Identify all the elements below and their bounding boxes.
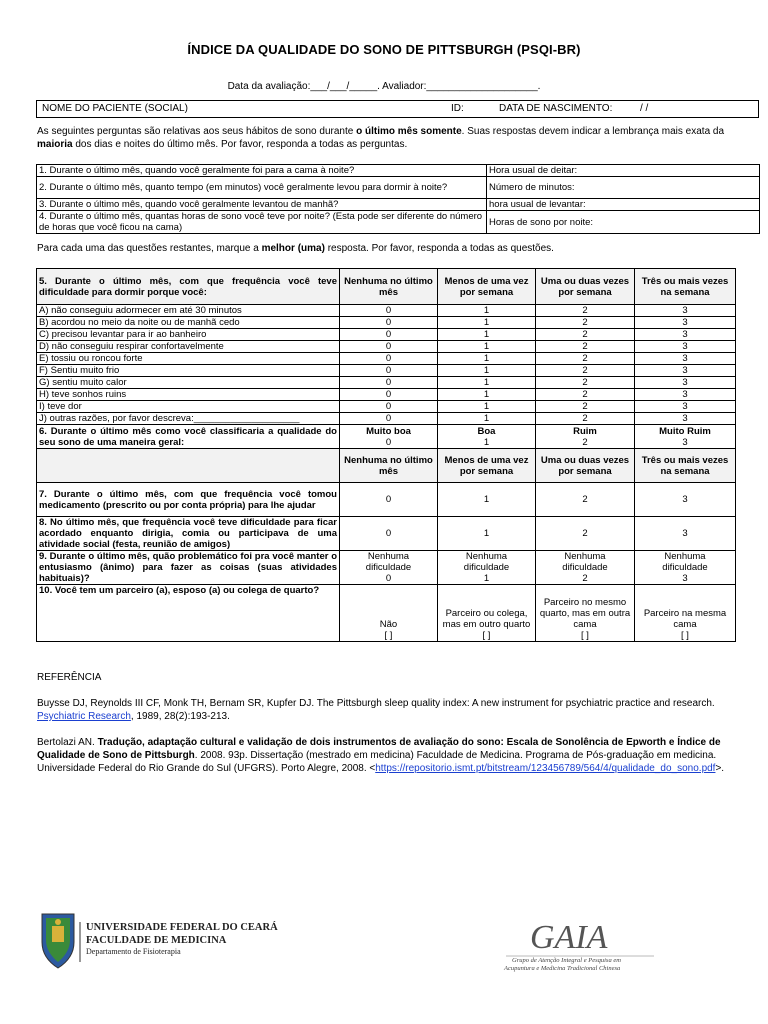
ufc-line-3: Departamento de Fisioterapia <box>86 947 181 956</box>
journal-link[interactable]: Psychiatric Research <box>37 711 131 722</box>
reference-2: Bertolazi AN. Tradução, adaptação cultural e validação de dois instrumentos de avaliação do sono: Escala de Sonolência de Epworth e Índice de Qualidade de Sono de Pittsburgh. 2008. 93p. Dissertação (mestrado em medicina) Faculdade de Medicina. Programa de Pós-graduação em medicina. Universidade Federal do Rio Grande do Sul (UFGRS). Porto Alegre, 2008. <https://repositorio.ismt.pt/bitstream/123456789/564/4/qualidade_do_sono.pdf>. <box>37 737 725 774</box>
q5-row <box>37 341 736 353</box>
q5-option[interactable]: 0 <box>340 389 438 401</box>
q5-option[interactable]: 2 <box>536 389 635 401</box>
freq-header: Nenhuma no último mês <box>340 449 438 483</box>
q8-question: 8. No último mês, que frequência você teve dificuldade para ficar acordado enquanto dirigia, comia ou participava de uma atividade social (festa, reunião de amigos) <box>37 517 340 551</box>
q10-option[interactable]: Não [ ] <box>340 585 438 642</box>
q5-option[interactable]: 1 <box>438 353 536 365</box>
ufc-line-1: UNIVERSIDADE FEDERAL DO CEARÁ <box>86 922 278 933</box>
basic-questions-table <box>36 164 760 234</box>
q9-option[interactable]: Nenhuma dificuldade 2 <box>536 551 635 585</box>
checkbox[interactable]: [ ] <box>384 630 393 641</box>
q5-option[interactable]: 1 <box>438 413 536 425</box>
q5-item-label: H) teve sonhos ruins <box>37 389 340 401</box>
q5-option[interactable]: 1 <box>438 377 536 389</box>
q5-header: Três ou mais vezes na semana <box>635 269 736 305</box>
q5-row <box>37 305 736 317</box>
q5-option[interactable]: 0 <box>340 365 438 377</box>
freq-header: Menos de uma vez por semana <box>438 449 536 483</box>
gaia-line-2: Acupuntura e Medicina Tradicional Chinesa <box>504 965 621 972</box>
gaia-logo <box>500 912 660 972</box>
q9-question: 9. Durante o último mês, quão problemático foi pra você manter o entusiasmo (ânimo) para fazer as coisas (suas atividades habituais)? <box>37 551 340 585</box>
q10-option[interactable]: Parceiro ou colega, mas em outro quarto [ ] <box>438 585 536 642</box>
q5-item-label: A) não conseguiu adormecer em até 30 minutos <box>37 305 340 317</box>
q5-option[interactable]: 0 <box>340 401 438 413</box>
q5-option[interactable]: 0 <box>340 353 438 365</box>
q5-header: Nenhuma no último mês <box>340 269 438 305</box>
q5-option[interactable]: 1 <box>438 365 536 377</box>
gaia-wordmark: GAIA <box>530 919 608 956</box>
q5-row <box>37 377 736 389</box>
q3-text: 3. Durante o último mês, quando você geralmente levantou de manhã? <box>37 199 487 211</box>
q6-option[interactable]: Ruim 2 <box>536 425 635 449</box>
patient-id-label: ID: <box>451 103 464 114</box>
q5-option[interactable]: 2 <box>536 413 635 425</box>
q5-option[interactable]: 2 <box>536 329 635 341</box>
frequency-questions-table <box>36 268 736 642</box>
q7-option[interactable]: 3 <box>635 483 736 517</box>
checkbox[interactable]: [ ] <box>482 630 491 641</box>
q7-option[interactable]: 0 <box>340 483 438 517</box>
q5-option[interactable]: 1 <box>438 401 536 413</box>
gaia-line-1: Grupo de Atenção Integral e Pesquisa em <box>512 957 621 964</box>
q5-item-label: G) sentiu muito calor <box>37 377 340 389</box>
freq-header: Três ou mais vezes na semana <box>635 449 736 483</box>
q1-text: 1. Durante o último mês, quando você geralmente foi para a cama à noite? <box>37 165 487 177</box>
q5-option[interactable]: 1 <box>438 341 536 353</box>
q5-option[interactable]: 0 <box>340 341 438 353</box>
q5-item-label: E) tossiu ou roncou forte <box>37 353 340 365</box>
q10-question: 10. Você tem um parceiro (a), esposo (a) ou colega de quarto? <box>37 585 340 642</box>
q9-option[interactable]: Nenhuma dificuldade 0 <box>340 551 438 585</box>
dob-label: DATA DE NASCIMENTO: <box>499 103 613 114</box>
repository-link[interactable]: https://repositorio.ismt.pt/bitstream/123456789/564/4/qualidade_do_sono.pdf <box>375 763 716 774</box>
q5-row <box>37 365 736 377</box>
q10-option[interactable]: Parceiro na mesma cama [ ] <box>635 585 736 642</box>
ufc-logo <box>38 912 278 972</box>
checkbox[interactable]: [ ] <box>681 630 689 641</box>
q5-row <box>37 329 736 341</box>
q5-item-label: F) Sentiu muito frio <box>37 365 340 377</box>
q5-item-label: D) não conseguiu respirar confortavelmente <box>37 341 340 353</box>
q5-option[interactable]: 1 <box>438 317 536 329</box>
q3-answer-field[interactable]: hora usual de levantar: <box>487 199 760 211</box>
q5-option[interactable]: 1 <box>438 305 536 317</box>
q5-option[interactable]: 3 <box>635 341 736 353</box>
q6-option[interactable]: Muito Ruim 3 <box>635 425 736 449</box>
references-heading: REFERÊNCIA <box>37 672 102 683</box>
checkbox[interactable]: [ ] <box>581 630 589 641</box>
q5-item-label: I) teve dor <box>37 401 340 413</box>
q5-item-label: J) outras razões, por favor descreva:____________________ <box>37 413 340 425</box>
q5-row <box>37 401 736 413</box>
q6-option[interactable]: Muito boa 0 <box>340 425 438 449</box>
q5-option[interactable]: 3 <box>635 413 736 425</box>
gaia-logo-icon <box>500 912 660 972</box>
q5-option[interactable]: 0 <box>340 305 438 317</box>
q5-option[interactable]: 2 <box>536 401 635 413</box>
q9-option[interactable]: Nenhuma dificuldade 3 <box>635 551 736 585</box>
q5-row <box>37 353 736 365</box>
q5-option[interactable]: 2 <box>536 317 635 329</box>
q8-option[interactable]: 0 <box>340 517 438 551</box>
q7-option[interactable]: 1 <box>438 483 536 517</box>
q5-option[interactable]: 3 <box>635 317 736 329</box>
q5-option[interactable]: 3 <box>635 401 736 413</box>
header-spacer <box>37 449 340 483</box>
q4-text: 4. Durante o último mês, quantas horas de sono você teve por noite? (Esta pode ser diferente do número de horas que você ficou na cama) <box>37 211 487 234</box>
q4-answer-field[interactable]: Horas de sono por noite: <box>487 211 760 234</box>
evaluation-line: Data da avaliação:___/___/_____. Avaliador:____________________. <box>227 81 541 92</box>
q7-question: 7. Durante o último mês, com que frequência você tomou medicamento (prescrito ou por conta própria) para lhe ajudar <box>37 483 340 517</box>
q5-row <box>37 389 736 401</box>
reference-1: Buysse DJ, Reynolds III CF, Monk TH, Bernam SR, Kupfer DJ. The Pittsburgh sleep quality index: A new instrument for psychiatric practice and research. Psychiatric Research, 1989, 28(2):193-213. <box>37 698 715 722</box>
q5-option[interactable]: 0 <box>340 329 438 341</box>
q5-row <box>37 413 736 425</box>
q5-header: Menos de uma vez por semana <box>438 269 536 305</box>
dob-slashes: / / <box>640 103 649 114</box>
q5-item-label: B) acordou no meio da noite ou de manhã cedo <box>37 317 340 329</box>
q9-option[interactable]: Nenhuma dificuldade 1 <box>438 551 536 585</box>
q5-option[interactable]: 0 <box>340 413 438 425</box>
patient-name-label: NOME DO PACIENTE (SOCIAL) <box>42 103 188 114</box>
q2-answer-field[interactable]: Número de minutos: <box>487 177 760 199</box>
q7-option[interactable]: 2 <box>536 483 635 517</box>
form-title: ÍNDICE DA QUALIDADE DO SONO DE PITTSBURGH (PSQI-BR) <box>187 42 581 57</box>
q5-option[interactable]: 2 <box>536 305 635 317</box>
q5-option[interactable]: 2 <box>536 377 635 389</box>
q8-option[interactable]: 2 <box>536 517 635 551</box>
ufc-shield-icon <box>38 912 278 972</box>
q6-option[interactable]: Boa 1 <box>438 425 536 449</box>
q8-option[interactable]: 3 <box>635 517 736 551</box>
q5-option[interactable]: 2 <box>536 341 635 353</box>
q5-option[interactable]: 3 <box>635 305 736 317</box>
q5-row <box>37 317 736 329</box>
patient-info-box <box>36 100 759 118</box>
q5-option[interactable]: 2 <box>536 365 635 377</box>
freq-header: Uma ou duas vezes por semana <box>536 449 635 483</box>
q1-answer-field[interactable]: Hora usual de deitar: <box>487 165 760 177</box>
q10-option[interactable]: Parceiro no mesmo quarto, mas em outra cama [ ] <box>536 585 635 642</box>
q5-question: 5. Durante o último mês, com que frequência você teve dificuldade para dormir porque você: <box>37 269 340 305</box>
q5-option[interactable]: 0 <box>340 377 438 389</box>
q2-text: 2. Durante o último mês, quanto tempo (em minutos) você geralmente levou para dormir à noite? <box>37 177 487 199</box>
q6-question: 6. Durante o último mês como você classificaria a qualidade do seu sono de uma maneira geral: <box>37 425 340 449</box>
intro-paragraph: As seguintes perguntas são relativas aos seus hábitos de sono durante o último mês somente. Suas respostas devem indicar a lembrança mais exata da maioria dos dias e noites do último mês. Por favor, responda a todas as perguntas. <box>37 126 725 150</box>
q5-header: Uma ou duas vezes por semana <box>536 269 635 305</box>
q8-option[interactable]: 1 <box>438 517 536 551</box>
q5-option[interactable]: 0 <box>340 317 438 329</box>
q5-option[interactable]: 3 <box>635 353 736 365</box>
instruction-line: Para cada uma das questões restantes, marque a melhor (uma) resposta. Por favor, responda a todas as questões. <box>37 243 554 254</box>
q5-option[interactable]: 1 <box>438 389 536 401</box>
q5-option[interactable]: 2 <box>536 353 635 365</box>
q5-option[interactable]: 3 <box>635 329 736 341</box>
q5-option[interactable]: 3 <box>635 377 736 389</box>
q5-option[interactable]: 1 <box>438 329 536 341</box>
q5-option[interactable]: 3 <box>635 389 736 401</box>
q5-item-label: C) precisou levantar para ir ao banheiro <box>37 329 340 341</box>
q5-option[interactable]: 3 <box>635 365 736 377</box>
ufc-line-2: FACULDADE DE MEDICINA <box>86 935 227 946</box>
